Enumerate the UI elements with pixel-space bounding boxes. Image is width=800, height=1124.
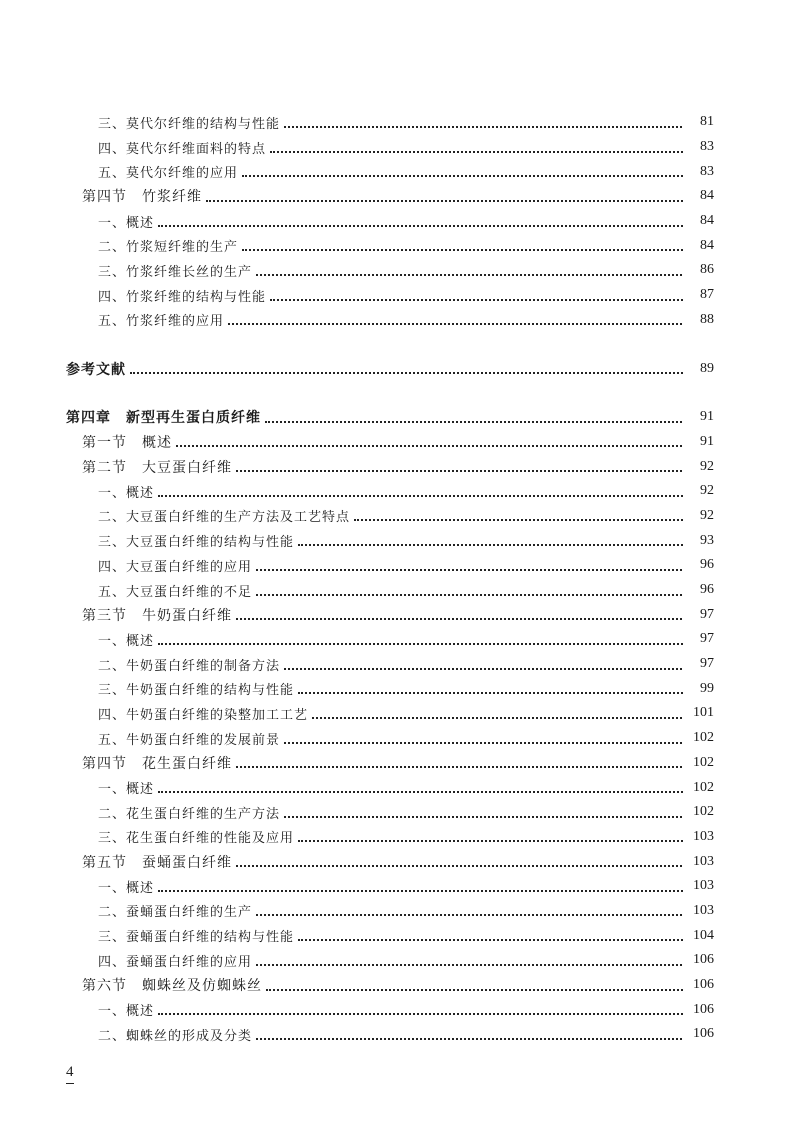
toc-entry-page-value: 103 <box>693 853 714 869</box>
toc-entry-title: 二、花生蛋白纤维的生产方法 <box>98 806 281 822</box>
toc-entry-page-number <box>684 110 714 135</box>
toc-entry-title: 三、花生蛋白纤维的性能及应用 <box>98 831 295 847</box>
toc-entry-page-number <box>684 627 714 652</box>
toc-entry-item[interactable] <box>0 676 800 701</box>
toc-entry-page-value: 92 <box>700 458 714 474</box>
toc-entry-title: 二、牛奶蛋白纤维的制备方法 <box>98 658 281 674</box>
toc-entry-page-value: 103 <box>693 878 714 894</box>
toc-group-chapter3-tail <box>0 110 800 332</box>
dot-leader <box>284 125 710 128</box>
toc-entry-item[interactable] <box>0 578 800 603</box>
toc-entry-title: 一、概述 <box>98 782 155 798</box>
dot-leader <box>236 864 710 867</box>
dot-leader <box>236 765 710 768</box>
dot-leader <box>256 1037 710 1040</box>
toc-entry-page-value: 106 <box>693 1001 714 1017</box>
toc-entry-page-number <box>684 973 714 998</box>
toc-entry-page-value: 92 <box>700 483 714 499</box>
toc-entry-page-number <box>684 405 714 430</box>
toc-entry-item[interactable] <box>0 258 800 283</box>
toc-entry-page-number <box>684 159 714 184</box>
dot-leader <box>256 913 710 916</box>
toc-entry-title: 五、牛奶蛋白纤维的发展前景 <box>98 732 281 748</box>
toc-group-chapter4 <box>0 405 800 1047</box>
toc-entry-page-number <box>684 751 714 776</box>
toc-entry-title: 三、蚕蛹蛋白纤维的结构与性能 <box>98 930 295 946</box>
toc-entry-item[interactable] <box>0 652 800 677</box>
dot-leader <box>270 298 710 301</box>
toc-entry-page-value: 106 <box>693 977 714 993</box>
toc-entry-section[interactable] <box>0 454 800 479</box>
toc-entry-title: 第四节 花生蛋白纤维 <box>82 755 232 772</box>
toc-entry-page-value: 99 <box>700 680 714 696</box>
dot-leader <box>266 988 710 991</box>
toc-entry-title: 第五节 蚕蛹蛋白纤维 <box>82 854 232 871</box>
dot-leader <box>206 199 710 202</box>
dot-leader <box>130 371 710 374</box>
dot-leader <box>242 248 710 251</box>
toc-entry-page-value: 103 <box>693 902 714 918</box>
toc-entry-page-value: 93 <box>700 532 714 548</box>
toc-entry-page-value: 84 <box>700 188 714 204</box>
toc-entry-page-value: 101 <box>693 705 714 721</box>
toc-entry-page-number <box>684 923 714 948</box>
toc-entry-page-value: 92 <box>700 507 714 523</box>
toc-entry-title: 四、大豆蛋白纤维的应用 <box>98 559 253 575</box>
toc-entry-page-value: 83 <box>700 139 714 155</box>
toc-entry-page-number <box>684 948 714 973</box>
toc-entry-title: 三、竹浆纤维长丝的生产 <box>98 264 253 280</box>
toc-entry-page-number <box>684 504 714 529</box>
dot-leader <box>298 543 710 546</box>
toc-entry-title: 四、莫代尔纤维面料的特点 <box>98 141 267 157</box>
toc-entry-page-number <box>684 849 714 874</box>
page-number: 4 <box>66 1064 74 1084</box>
toc-entry-item[interactable] <box>0 233 800 258</box>
toc-entry-title: 四、蚕蛹蛋白纤维的应用 <box>98 954 253 970</box>
dot-leader <box>284 741 710 744</box>
dot-leader <box>176 444 710 447</box>
toc-entry-page-number <box>684 479 714 504</box>
toc-entry-title: 二、大豆蛋白纤维的生产方法及工艺特点 <box>98 510 351 526</box>
dot-leader <box>242 174 710 177</box>
dot-leader <box>158 642 710 645</box>
dot-leader <box>256 273 710 276</box>
toc-entry-page-value: 81 <box>700 114 714 130</box>
toc-entry-section[interactable] <box>0 973 800 998</box>
toc-entry-ref[interactable] <box>0 356 800 381</box>
toc-entry-title: 参考文献 <box>66 361 126 378</box>
toc-entry-page-number <box>684 726 714 751</box>
toc-entry-page-value: 91 <box>700 409 714 425</box>
toc-entry-title: 三、牛奶蛋白纤维的结构与性能 <box>98 683 295 699</box>
dot-leader <box>298 839 710 842</box>
toc-entry-section[interactable] <box>0 849 800 874</box>
toc-entry-page-value: 91 <box>700 433 714 449</box>
toc-entry-page-number <box>684 800 714 825</box>
toc-entry-page-value: 96 <box>700 557 714 573</box>
toc-entry-title: 第四章 新型再生蛋白质纤维 <box>66 410 261 427</box>
toc-spacer <box>0 381 800 405</box>
toc-entry-item[interactable] <box>0 1022 800 1047</box>
toc-entry-item[interactable] <box>0 110 800 135</box>
dot-leader <box>256 963 710 966</box>
toc-entry-page-number <box>684 553 714 578</box>
dot-leader <box>284 667 710 670</box>
toc-entry-page-value: 96 <box>700 582 714 598</box>
toc-entry-item[interactable] <box>0 627 800 652</box>
toc-entry-title: 一、概述 <box>98 485 155 501</box>
toc-entry-page-number <box>684 701 714 726</box>
toc-entry-title: 第四节 竹浆纤维 <box>82 189 202 206</box>
toc-entry-title: 二、竹浆短纤维的生产 <box>98 240 239 256</box>
dot-leader <box>256 568 710 571</box>
toc-entry-item[interactable] <box>0 159 800 184</box>
toc-entry-page-value: 102 <box>693 730 714 746</box>
toc-spacer <box>0 332 800 356</box>
dot-leader <box>270 150 710 153</box>
toc-entry-title: 四、牛奶蛋白纤维的染整加工工艺 <box>98 707 309 723</box>
toc-entry-item[interactable] <box>0 825 800 850</box>
toc-entry-page-value: 103 <box>693 828 714 844</box>
dot-leader <box>228 322 710 325</box>
dot-leader <box>158 1012 710 1015</box>
toc-entry-page-value: 83 <box>700 163 714 179</box>
toc-entry-page-number <box>684 209 714 234</box>
toc-entry-title: 五、竹浆纤维的应用 <box>98 314 225 330</box>
toc-entry-title: 一、概述 <box>98 880 155 896</box>
toc-entry-page-number <box>684 652 714 677</box>
toc-entry-item[interactable] <box>0 800 800 825</box>
toc-entry-title: 二、蜘蛛丝的形成及分类 <box>98 1028 253 1044</box>
toc-entry-item[interactable] <box>0 997 800 1022</box>
toc-entry-page-value: 89 <box>700 360 714 376</box>
toc-entry-page-value: 102 <box>693 754 714 770</box>
dot-leader <box>158 790 710 793</box>
toc-entry-page-number <box>684 676 714 701</box>
dot-leader <box>158 224 710 227</box>
dot-leader <box>158 494 710 497</box>
toc-entry-page-value: 97 <box>700 606 714 622</box>
toc-entry-title: 五、大豆蛋白纤维的不足 <box>98 584 253 600</box>
toc-entry-page-number <box>684 528 714 553</box>
dot-leader <box>284 815 710 818</box>
toc-entry-title: 三、莫代尔纤维的结构与性能 <box>98 116 281 132</box>
dot-leader <box>158 889 710 892</box>
dot-leader <box>236 469 710 472</box>
toc-entry-page-number <box>684 578 714 603</box>
toc-entry-title: 五、莫代尔纤维的应用 <box>98 166 239 182</box>
toc-entry-page-number <box>684 184 714 209</box>
dot-leader <box>298 938 710 941</box>
toc-entry-page-number <box>684 775 714 800</box>
toc-entry-page-number <box>684 283 714 308</box>
toc-entry-title: 第二节 大豆蛋白纤维 <box>82 459 232 476</box>
toc-entry-item[interactable] <box>0 209 800 234</box>
toc-entry-item[interactable] <box>0 923 800 948</box>
dot-leader <box>312 716 710 719</box>
toc-entry-item[interactable] <box>0 899 800 924</box>
toc-entry-title: 第六节 蜘蛛丝及仿蜘蛛丝 <box>82 978 262 995</box>
toc-entry-page-number <box>684 454 714 479</box>
toc-entry-item[interactable] <box>0 135 800 160</box>
toc-entry-item[interactable] <box>0 528 800 553</box>
toc-entry-page-number <box>684 135 714 160</box>
toc-entry-page-number <box>684 308 714 333</box>
toc-entry-title: 第三节 牛奶蛋白纤维 <box>82 607 232 624</box>
toc-entry-page-number <box>684 825 714 850</box>
toc-entry-item[interactable] <box>0 308 800 333</box>
toc-entry-title: 三、大豆蛋白纤维的结构与性能 <box>98 535 295 551</box>
toc-entry-item[interactable] <box>0 504 800 529</box>
toc-entry-page-value: 97 <box>700 656 714 672</box>
toc-entry-page-value: 97 <box>700 631 714 647</box>
toc-entry-page-number <box>684 258 714 283</box>
toc-entry-item[interactable] <box>0 948 800 973</box>
toc-entry-title: 四、竹浆纤维的结构与性能 <box>98 289 267 305</box>
toc-entry-page-number <box>684 997 714 1022</box>
toc-entry-page-number <box>684 430 714 455</box>
toc-entry-item[interactable] <box>0 775 800 800</box>
toc-entry-item[interactable] <box>0 874 800 899</box>
toc-entry-section[interactable] <box>0 184 800 209</box>
toc-entry-title: 第一节 概述 <box>82 434 172 451</box>
toc-entry-title: 一、概述 <box>98 215 155 231</box>
toc-entry-page-value: 84 <box>700 237 714 253</box>
toc-entry-page-value: 88 <box>700 311 714 327</box>
toc-entry-page-number <box>684 1022 714 1047</box>
toc-entry-page-number <box>684 233 714 258</box>
toc-entry-item[interactable] <box>0 479 800 504</box>
toc-entry-item[interactable] <box>0 701 800 726</box>
dot-leader <box>298 691 710 694</box>
toc-entry-page-value: 106 <box>693 952 714 968</box>
toc-entry-section[interactable] <box>0 430 800 455</box>
toc-entry-section[interactable] <box>0 751 800 776</box>
dot-leader <box>354 518 710 521</box>
toc-entry-page-value: 106 <box>693 1026 714 1042</box>
toc-entry-page-value: 87 <box>700 287 714 303</box>
dot-leader <box>256 593 710 596</box>
toc-entry-page-number <box>684 874 714 899</box>
toc-entry-title: 二、蚕蛹蛋白纤维的生产 <box>98 905 253 921</box>
toc-entry-section[interactable] <box>0 602 800 627</box>
toc-entry-title: 一、概述 <box>98 1004 155 1020</box>
toc-entry-page-number <box>684 899 714 924</box>
toc-entry-page-value: 86 <box>700 262 714 278</box>
table-of-contents <box>0 110 800 1047</box>
toc-entry-page-value: 102 <box>693 779 714 795</box>
toc-entry-page-value: 84 <box>700 213 714 229</box>
toc-entry-chapter[interactable] <box>0 405 800 430</box>
toc-entry-item[interactable] <box>0 553 800 578</box>
toc-entry-item[interactable] <box>0 283 800 308</box>
toc-entry-page-value: 104 <box>693 927 714 943</box>
toc-group-references <box>0 356 800 381</box>
toc-entry-page-number <box>684 602 714 627</box>
toc-entry-page-value: 102 <box>693 804 714 820</box>
dot-leader <box>236 617 710 620</box>
toc-entry-title: 一、概述 <box>98 633 155 649</box>
dot-leader <box>265 420 710 423</box>
toc-entry-page-number <box>684 356 714 381</box>
toc-entry-item[interactable] <box>0 726 800 751</box>
